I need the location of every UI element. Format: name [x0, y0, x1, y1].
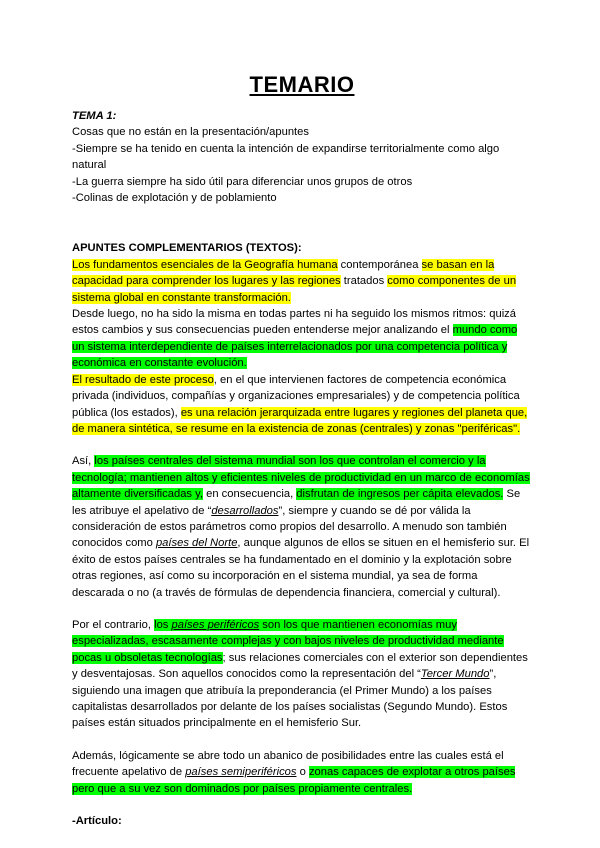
text-run: ”, siguiendo una imagen que atribuía la preponderancia (el Primer Mundo) a los países capitalistas desarrollados por delante de los países socialistas (Segundo Mundo). Estos países están situados principalmente en el hemisferio Sur. [72, 668, 508, 730]
text-run: son los que mantienen economías muy especializadas, escasamente complejas y con bajos niveles de productividad mediante pocas u obsoletas tecnologías [72, 618, 504, 664]
tema-1-line-2: -Siempre se ha tenido en cuenta la intención de expandirse territorialmente como algo natural [72, 142, 500, 172]
highlight-yellow: como componentes de un sistema global en constante transformación. [72, 275, 517, 304]
text-run: , en el que intervienen factores de competencia económica privada (individuos, compañías y organizaciones empresariales) y de competencia política pública (los estados), [72, 373, 520, 419]
highlight-green: mundo como un sistema interdependiente de países interrelacionados por una competencia política y económica en constante evolución. [72, 324, 518, 370]
paragraph-2 [72, 306, 532, 372]
text-run: o [296, 766, 309, 779]
paragraph-1 [72, 257, 532, 306]
tema-1-line-4: -Colinas de explotación y de poblamiento [72, 192, 277, 205]
paragraph-5 [72, 617, 532, 732]
highlight-yellow: es una relación jerarquizada entre lugares y regiones del planeta que, de manera sintética, se resume en la existencia de zonas (centrales) y zonas "periféricas". [72, 406, 528, 435]
text-run: Así, [72, 455, 95, 468]
term-desarrollados: desarrollados [211, 504, 279, 517]
text-run: ; sus relaciones comerciales con el exterior son dependientes y desventajosas. Son aquellos conocidos como la representación del “ [72, 651, 528, 681]
highlight-yellow: El resultado de este proceso [72, 373, 214, 386]
text-run: los [154, 618, 172, 631]
text-run: Por el contrario, [72, 618, 155, 631]
highlight-yellow: Los fundamentos esenciales de la Geografía humana [72, 258, 338, 271]
paragraph-6 [72, 748, 532, 797]
tema-1-line-1: Cosas que no están en la presentación/apuntes [72, 126, 309, 139]
text-run: ”, siempre y cuando se dé por válida la consideración de estos parámetros como propios del desarrollo. A menudo son también conocidos como [72, 504, 507, 550]
text-run: en consecuencia, [203, 488, 297, 501]
text-run: , aunque algunos de ellos se situen en el hemisferio sur. El éxito de estos países centrales se ha fundamentado en el dominio y la explotación sobre otras regiones, así como su incorporación en el sistema mundial, ya sea de forma descarada o no (a través de fórmulas de dependencia financiera, comercial y cultural). [72, 537, 530, 599]
text-run: Además, lógicamente se abre todo un abanico de posibilidades entre las cuales está el frecuente apelativo de [72, 749, 504, 779]
text-run: Se les atribuye el apelativo de “ [72, 488, 521, 517]
text-run: tratados [340, 275, 388, 288]
highlight-green: los países centrales del sistema mundial son los que controlan el comercio y la tecnología; mantienen altos y eficientes niveles de productividad en un marco de economías altamente diversificadas y, [72, 455, 530, 501]
paragraph-3 [72, 372, 532, 438]
highlight-green: zonas capaces de explotar a otros países pero que a su vez son dominados por países propiamente centrales. [72, 766, 516, 795]
page-title: TEMARIO [249, 72, 355, 97]
apuntes-heading: APUNTES COMPLEMENTARIOS (TEXTOS): [72, 242, 302, 255]
tema-1-line-3: -La guerra siempre ha sido útil para diferenciar unos grupos de otros [72, 175, 413, 188]
term-paises-semiperifericos: países semiperiféricos [185, 766, 297, 779]
term-paises-del-norte: países del Norte [155, 537, 238, 550]
text-run: contemporánea [337, 258, 422, 271]
paragraph-4 [72, 453, 532, 601]
text-run: Desde luego, no ha sido la misma en todas partes ni ha seguido los mismos ritmos: quizá estos cambios y sus consecuencias pueden entenderse mejor analizando el [72, 308, 516, 337]
highlight-green: disfrutan de ingresos per cápita elevados. [296, 488, 504, 501]
highlight-yellow: se basan en la capacidad para comprender los lugares y las regiones [72, 258, 495, 288]
document-page [72, 72, 532, 829]
term-paises-perifericos: países periféricos [171, 618, 260, 631]
tema-1-heading: TEMA 1: [72, 110, 117, 122]
term-tercer-mundo: Tercer Mundo [420, 668, 490, 681]
articulo-heading: -Artículo: [72, 815, 122, 828]
